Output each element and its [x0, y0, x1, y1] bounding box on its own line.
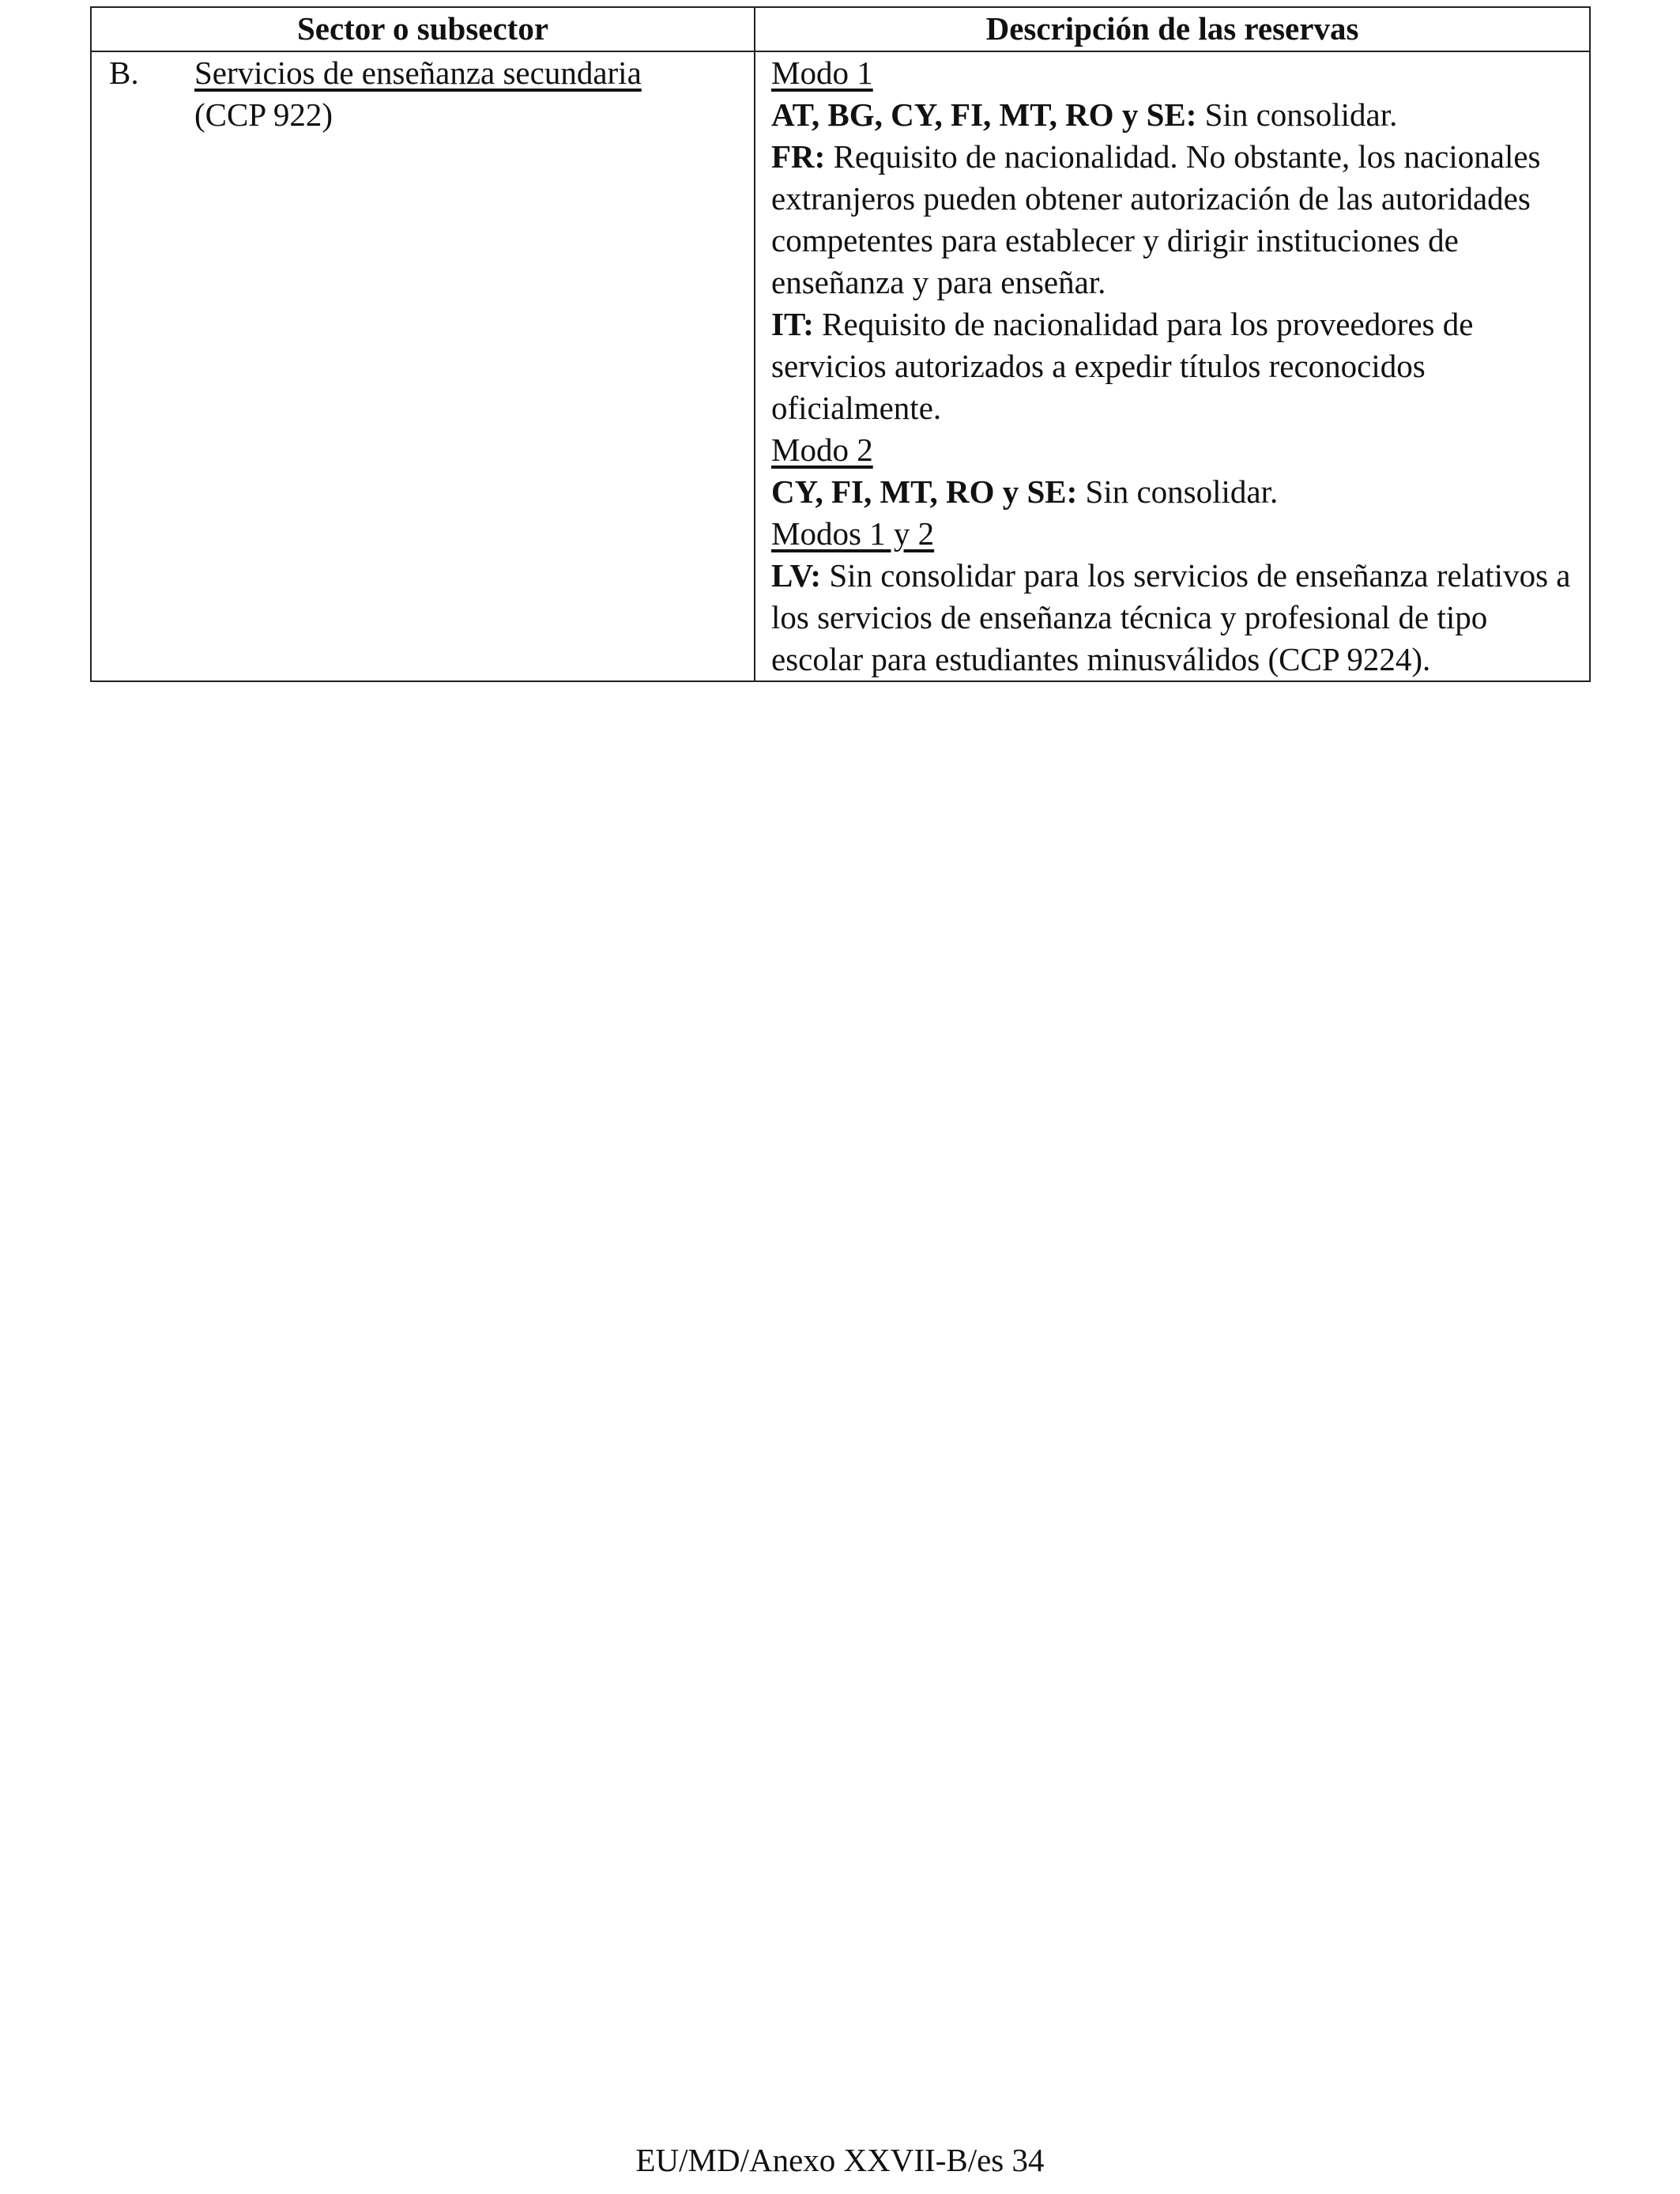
modo1-heading: Modo 1: [771, 55, 873, 91]
reservation-text: Requisito de nacionalidad para los proveedores de servicios autorizados a expedir títulos reconocidos oficialmente.: [771, 306, 1474, 426]
country-codes: IT:: [771, 306, 814, 342]
country-codes: AT, BG, CY, FI, MT, RO y SE:: [771, 96, 1197, 133]
modo2-heading: Modo 2: [771, 432, 873, 468]
reservation-text: Sin consolidar.: [1077, 473, 1279, 510]
sector-text: [194, 52, 754, 136]
modos12-paragraph-1: [771, 555, 1573, 680]
sector-letter: B.: [109, 55, 139, 91]
sector-cell: [91, 51, 755, 681]
country-codes: LV:: [771, 557, 822, 594]
modo1-paragraph-2: [771, 136, 1573, 303]
sector-code: (CCP 922): [194, 96, 333, 133]
reservation-text: Requisito de nacionalidad. No obstante, los nacionales extranjeros pueden obtener autorización de las autoridades competentes para establecer y dirigir instituciones de enseñanza y para enseñar.: [771, 138, 1541, 300]
table-row: [91, 51, 1590, 681]
header-description: Descripción de las reservas: [755, 7, 1590, 51]
table-header-row: [91, 7, 1590, 51]
header-sector: Sector o subsector: [91, 7, 755, 51]
country-codes: CY, FI, MT, RO y SE:: [771, 473, 1078, 510]
page-footer: EU/MD/Anexo XXVII-B/es 34: [635, 2142, 1045, 2178]
modo2-paragraph-1: [771, 471, 1573, 513]
modos12-heading: Modos 1 y 2: [771, 515, 935, 552]
sector-name: Servicios de enseñanza secundaria: [194, 55, 642, 91]
modo1-paragraph-1: [771, 94, 1573, 136]
description-cell: [755, 51, 1590, 681]
country-codes: FR:: [771, 138, 826, 175]
reservations-table: [90, 6, 1591, 682]
modo1-paragraph-3: [771, 303, 1573, 429]
reservation-text: Sin consolidar.: [1196, 96, 1398, 133]
reservation-text: Sin consolidar para los servicios de enseñanza relativos a los servicios de enseñanza técnica y profesional de tipo escolar para estudiantes minusválidos (CCP 9224).: [771, 557, 1571, 677]
